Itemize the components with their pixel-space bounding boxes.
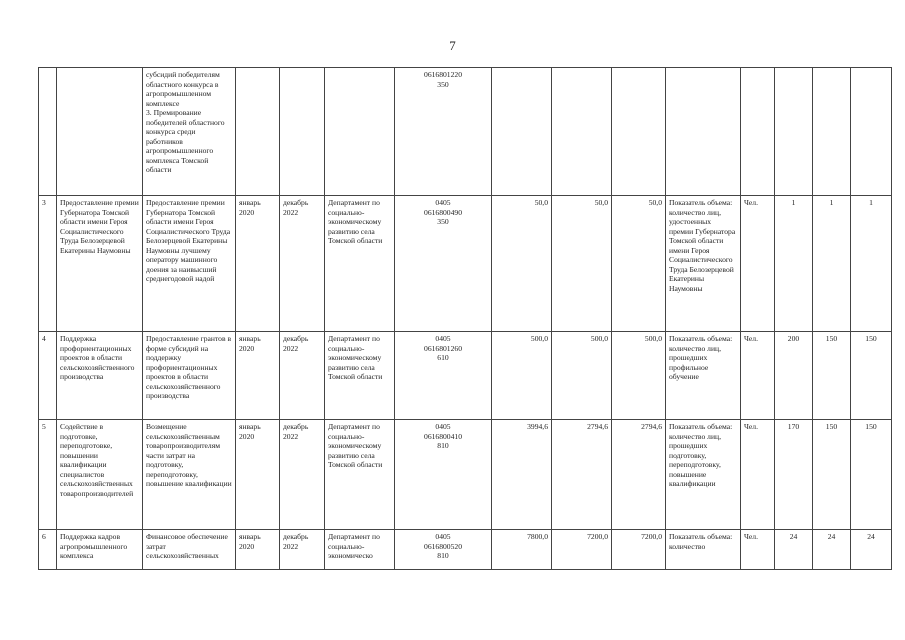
indicator-name: Показатель объема: количество bbox=[666, 530, 741, 570]
funding-2021: 50,0 bbox=[552, 196, 612, 332]
start-date: январь 2020 bbox=[236, 196, 280, 332]
event-name: Содействие в подготовке, переподготовке, повышении квалификации специалистов сельскохозяйственных товаропроизводителей bbox=[57, 420, 143, 530]
executor: Департамент по социально-экономическому развитию села Томской области bbox=[325, 420, 395, 530]
indicator-name: Показатель объема: количество лиц, удостоенных премии Губернатора Томской области имени Героя Социалистического Труда Белозерцевой Екатерины Наумовны bbox=[666, 196, 741, 332]
indicator-unit: Чел. bbox=[741, 196, 775, 332]
executor bbox=[325, 68, 395, 196]
end-date: декабрь 2022 bbox=[280, 332, 325, 420]
executor: Департамент по социально-экономическо bbox=[325, 530, 395, 570]
event-description: субсидий победителям областного конкурса в агропромышленном комплексе 3. Премирование победителей областного конкурса среди работников агропромышленного комплекса Томской области bbox=[143, 68, 236, 196]
executor: Департамент по социально-экономическому развитию села Томской области bbox=[325, 196, 395, 332]
funding-2021 bbox=[552, 68, 612, 196]
event-description: Предоставление премии Губернатора Томской области имени Героя Социалистического Труда Белозерцевой Екатерины Наумовны лучшему оператору машинного доения за наивысший среднегодовой надой bbox=[143, 196, 236, 332]
budget-code: 0405 0616800520 810 bbox=[395, 530, 492, 570]
event-name: Поддержка профориентационных проектов в области сельскохозяйственного производства bbox=[57, 332, 143, 420]
indicator-unit: Чел. bbox=[741, 420, 775, 530]
start-date: январь 2020 bbox=[236, 332, 280, 420]
event-description: Возмещение сельскохозяйственным товаропроизводителям части затрат на подготовку, переподготовку, повышение квалификации bbox=[143, 420, 236, 530]
program-events-table bbox=[38, 67, 892, 570]
funding-2021: 2794,6 bbox=[552, 420, 612, 530]
indicator-2022: 24 bbox=[851, 530, 892, 570]
budget-code: 0405 0616800490 350 bbox=[395, 196, 492, 332]
indicator-2022 bbox=[851, 68, 892, 196]
funding-2022: 50,0 bbox=[612, 196, 666, 332]
indicator-2021: 24 bbox=[813, 530, 851, 570]
indicator-2020 bbox=[775, 68, 813, 196]
indicator-name: Показатель объема: количество лиц, прошедших профильное обучение bbox=[666, 332, 741, 420]
indicator-2022: 150 bbox=[851, 420, 892, 530]
event-description: Предоставление грантов в форме субсидий на поддержку профориентационных проектов в области сельскохозяйственного производства bbox=[143, 332, 236, 420]
funding-2020: 7800,0 bbox=[492, 530, 552, 570]
funding-2020: 3994,6 bbox=[492, 420, 552, 530]
event-description: Финансовое обеспечение затрат сельскохозяйственных bbox=[143, 530, 236, 570]
indicator-unit: Чел. bbox=[741, 332, 775, 420]
indicator-2022: 1 bbox=[851, 196, 892, 332]
indicator-2021: 150 bbox=[813, 332, 851, 420]
indicator-2020: 170 bbox=[775, 420, 813, 530]
funding-2020: 50,0 bbox=[492, 196, 552, 332]
funding-2022 bbox=[612, 68, 666, 196]
row-number bbox=[39, 68, 57, 196]
budget-code: 0405 0616801260 610 bbox=[395, 332, 492, 420]
indicator-2020: 24 bbox=[775, 530, 813, 570]
indicator-2021: 150 bbox=[813, 420, 851, 530]
table-row bbox=[39, 196, 892, 332]
row-number: 4 bbox=[39, 332, 57, 420]
start-date bbox=[236, 68, 280, 196]
row-number: 3 bbox=[39, 196, 57, 332]
event-name: Поддержка кадров агропромышленного комплекса bbox=[57, 530, 143, 570]
funding-2020 bbox=[492, 68, 552, 196]
funding-2022: 500,0 bbox=[612, 332, 666, 420]
funding-2022: 7200,0 bbox=[612, 530, 666, 570]
page-number: 7 bbox=[449, 38, 456, 53]
event-name: Предоставление премии Губернатора Томской области имени Героя Социалистического Труда Белозерцевой Екатерины Наумовны bbox=[57, 196, 143, 332]
end-date: декабрь 2022 bbox=[280, 530, 325, 570]
funding-2021: 500,0 bbox=[552, 332, 612, 420]
table-row bbox=[39, 420, 892, 530]
row-number: 6 bbox=[39, 530, 57, 570]
funding-2021: 7200,0 bbox=[552, 530, 612, 570]
end-date: декабрь 2022 bbox=[280, 420, 325, 530]
budget-code: 0405 0616800410 810 bbox=[395, 420, 492, 530]
table-row bbox=[39, 530, 892, 570]
executor: Департамент по социально-экономическому развитию села Томской области bbox=[325, 332, 395, 420]
indicator-name bbox=[666, 68, 741, 196]
start-date: январь 2020 bbox=[236, 420, 280, 530]
indicator-2020: 1 bbox=[775, 196, 813, 332]
table-row bbox=[39, 68, 892, 196]
end-date bbox=[280, 68, 325, 196]
indicator-name: Показатель объема: количество лиц, прошедших подготовку, переподготовку, повышение квалификации bbox=[666, 420, 741, 530]
indicator-unit: Чел. bbox=[741, 530, 775, 570]
indicator-2021: 1 bbox=[813, 196, 851, 332]
end-date: декабрь 2022 bbox=[280, 196, 325, 332]
indicator-2022: 150 bbox=[851, 332, 892, 420]
indicator-unit bbox=[741, 68, 775, 196]
row-number: 5 bbox=[39, 420, 57, 530]
event-name bbox=[57, 68, 143, 196]
funding-2022: 2794,6 bbox=[612, 420, 666, 530]
indicator-2020: 200 bbox=[775, 332, 813, 420]
indicator-2021 bbox=[813, 68, 851, 196]
funding-2020: 500,0 bbox=[492, 332, 552, 420]
table-row bbox=[39, 332, 892, 420]
start-date: январь 2020 bbox=[236, 530, 280, 570]
budget-code: 0616801220 350 bbox=[395, 68, 492, 196]
